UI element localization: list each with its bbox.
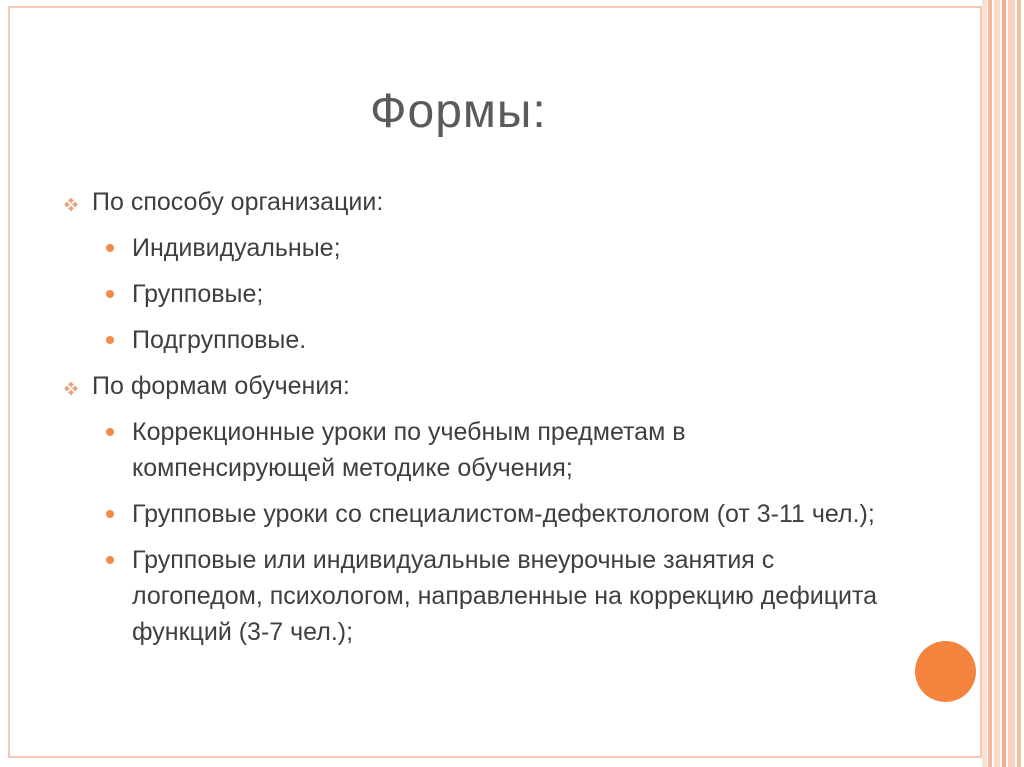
- dot-bullet-icon: [106, 556, 114, 564]
- dot-bullet-icon: [106, 290, 114, 298]
- diamond-cluster-icon: [64, 198, 78, 212]
- slide-content: [62, 180, 882, 660]
- list-item: [62, 414, 882, 486]
- orange-circle-decoration: [915, 641, 976, 702]
- list-item: [62, 496, 882, 532]
- slide-title: Формы:: [370, 85, 547, 138]
- list-item: [62, 276, 882, 312]
- list-item-text: Групповые или индивидуальные внеурочные занятия с логопедом, психологом, направленные на коррекцию дефицита функций (3-7 чел.);: [132, 546, 878, 646]
- dot-bullet-icon: [106, 510, 114, 518]
- list-item: [62, 230, 882, 266]
- list-item-text: Коррекционные уроки по учебным предметам в компенсирующей методике обучения;: [132, 418, 686, 482]
- list-item-text: Индивидуальные;: [132, 234, 341, 262]
- list-item-text: Подгрупповые.: [132, 326, 307, 354]
- list-item-text: Групповые;: [132, 280, 264, 308]
- dot-bullet-icon: [106, 336, 114, 344]
- list-item-text: Групповые уроки со специалистом-дефектологом (от 3-11 чел.);: [132, 500, 875, 528]
- dot-bullet-icon: [106, 428, 114, 436]
- section-heading: [62, 184, 882, 220]
- diamond-cluster-icon: [64, 382, 78, 396]
- list-item: [62, 542, 882, 650]
- list-item: [62, 322, 882, 358]
- section-heading-text: По способу организации:: [92, 188, 384, 216]
- decorative-stripes: [982, 0, 1024, 767]
- section-heading: [62, 368, 882, 404]
- dot-bullet-icon: [106, 244, 114, 252]
- section-heading-text: По формам обучения:: [92, 372, 350, 400]
